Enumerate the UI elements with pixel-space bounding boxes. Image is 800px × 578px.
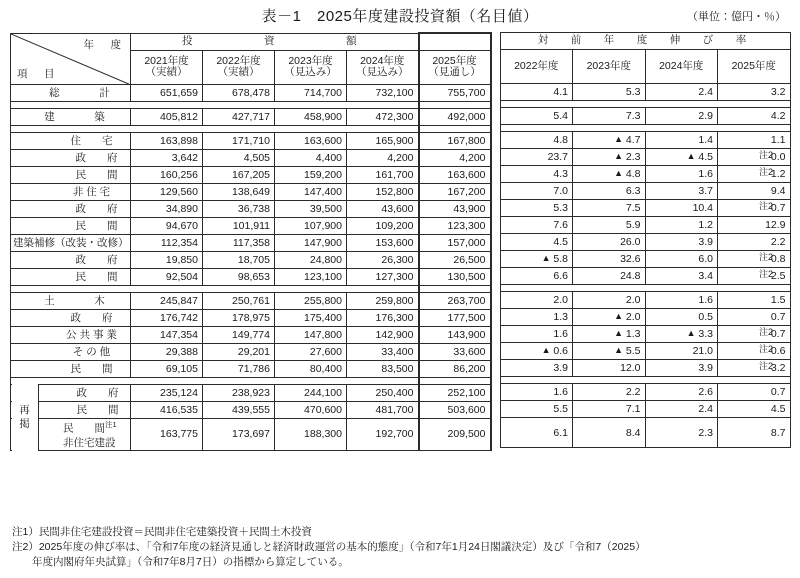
amount-cell: 29,388 (131, 343, 203, 360)
rate-cell: 2.2 (718, 234, 791, 251)
amount-cell: 152,800 (347, 183, 419, 200)
amount-cell: 173,697 (203, 418, 275, 451)
amount-cell: 470,600 (275, 401, 347, 418)
rate-cell: 6.0 (645, 251, 718, 268)
rate-cell: 3.7 (645, 183, 718, 200)
page-title: 表－1 2025年度建設投資額（名目値） (261, 8, 539, 25)
amount-cell: 250,761 (203, 292, 275, 309)
amount-cell: 71,786 (203, 360, 275, 377)
rate-cell: 1.6 (645, 166, 718, 183)
group-spacer (500, 285, 790, 292)
rate-cell: 6.6 (500, 268, 573, 285)
amount-cell: 160,256 (131, 166, 203, 183)
amount-cell: 92,504 (131, 268, 203, 285)
amount-cell: 405,812 (131, 108, 203, 125)
amount-cell: 188,300 (275, 418, 347, 451)
amount-cell: 161,700 (347, 166, 419, 183)
rate-cell: 0.5 (645, 309, 718, 326)
rate-cell: ▲ 2.0 (573, 309, 646, 326)
rate-cell: 4.8 (500, 132, 573, 149)
rate-cell: 2.2 (573, 384, 646, 401)
table-row (500, 292, 790, 309)
row-label: 政 府 (11, 200, 131, 217)
table-row (11, 360, 491, 377)
rate-cell: 2.0 (573, 292, 646, 309)
note-marker: 注2 (759, 343, 774, 354)
row-label: 政 府 (11, 384, 131, 401)
amount-cell: 107,900 (275, 217, 347, 234)
amount-cell: 24,800 (275, 251, 347, 268)
amount-cell: 18,705 (203, 251, 275, 268)
table-row (11, 166, 491, 183)
down-triangle-icon: ▲ (614, 151, 623, 161)
table-row (11, 326, 491, 343)
down-triangle-icon: ▲ (614, 168, 623, 178)
amount-cell: 36,738 (203, 200, 275, 217)
investment-amount-table (10, 32, 492, 451)
right-header-row-1 (500, 33, 790, 50)
rate-cell: 0.7 (718, 200, 791, 217)
rate-cell: 7.3 (573, 108, 646, 125)
rate-cell: 2.4 (645, 84, 718, 101)
table-row (500, 268, 790, 285)
table-row (11, 149, 491, 166)
rate-cell: ▲ 3.3 (645, 326, 718, 343)
amount-cell: 80,400 (275, 360, 347, 377)
amount-cell: 43,900 (419, 200, 491, 217)
unit-note: （単位：億円・％） (687, 11, 786, 23)
amount-cell: 458,900 (275, 108, 347, 125)
amount-cell: 4,505 (203, 149, 275, 166)
rate-cell: 9.4 (718, 183, 791, 200)
amount-cell: 4,400 (275, 149, 347, 166)
amount-cell: 153,600 (347, 234, 419, 251)
amount-cell: 98,653 (203, 268, 275, 285)
table-row (11, 251, 491, 268)
rate-cell: 2.6 (645, 384, 718, 401)
table-row (500, 108, 790, 125)
amount-cell: 112,354 (131, 234, 203, 251)
rate-cell: 3.2 (718, 84, 791, 101)
rate-cell: 12.0 (573, 360, 646, 377)
amount-cell: 678,478 (203, 84, 275, 101)
row-label: 建 築 (11, 108, 131, 125)
table-row (11, 108, 491, 125)
group-spacer (11, 285, 491, 292)
note-marker: 注2 (759, 166, 774, 177)
amount-cell: 165,900 (347, 132, 419, 149)
amount-cell: 176,300 (347, 309, 419, 326)
amount-cell: 175,400 (275, 309, 347, 326)
forecast-col-spacer (419, 33, 491, 50)
amount-cell: 143,900 (419, 326, 491, 343)
rate-cell: 7.5 (573, 200, 646, 217)
table-row (500, 132, 790, 149)
amount-cell: 492,000 (419, 108, 491, 125)
amount-cell: 177,500 (419, 309, 491, 326)
rate-cell: ▲ 4.8 (573, 166, 646, 183)
right-col-header-0: 2022年度 (500, 50, 573, 84)
rate-cell: 3.9 (500, 360, 573, 377)
rate-cell: 1.2 (645, 217, 718, 234)
table-row (500, 418, 790, 448)
rate-cell: 4.3 (500, 166, 573, 183)
rate-cell: 3.4 (645, 268, 718, 285)
rate-cell: 4.5 (718, 401, 791, 418)
rate-cell: 8.4 (573, 418, 646, 448)
rate-cell: 0.6 (718, 343, 791, 360)
amount-cell: 472,300 (347, 108, 419, 125)
table-row (500, 360, 790, 377)
rate-cell: 4.1 (500, 84, 573, 101)
rate-cell: 0.7 (718, 384, 791, 401)
table-row (11, 384, 491, 401)
amount-cell: 167,800 (419, 132, 491, 149)
table-row (11, 418, 491, 451)
amount-cell: 123,100 (275, 268, 347, 285)
amount-cell: 167,205 (203, 166, 275, 183)
amount-cell: 129,560 (131, 183, 203, 200)
amount-cell: 147,354 (131, 326, 203, 343)
amount-cell: 3,642 (131, 149, 203, 166)
amount-cell: 250,400 (347, 384, 419, 401)
table-row (500, 401, 790, 418)
group-spacer (11, 377, 491, 384)
left-col-header-1: 2022年度 （実績） (203, 50, 275, 84)
footnotes (12, 525, 792, 571)
table-row (500, 343, 790, 360)
amount-cell: 142,900 (347, 326, 419, 343)
down-triangle-icon: ▲ (686, 151, 696, 161)
amount-cell: 163,600 (275, 132, 347, 149)
rate-cell: 5.3 (500, 200, 573, 217)
table-row (11, 234, 491, 251)
rate-cell: 0.0 (718, 149, 791, 166)
table-row (500, 149, 790, 166)
table-row (500, 166, 790, 183)
rate-cell: 8.7 (718, 418, 791, 448)
row-label: 民 間 (11, 166, 131, 183)
rate-cell: ▲ 5.8 (500, 251, 573, 268)
amount-cell: 34,890 (131, 200, 203, 217)
group-spacer (500, 101, 790, 108)
tables-container (10, 32, 791, 451)
amount-cell: 127,300 (347, 268, 419, 285)
down-triangle-icon: ▲ (541, 253, 551, 263)
amount-cell: 147,400 (275, 183, 347, 200)
amount-cell: 163,775 (131, 418, 203, 451)
rate-cell: 1.6 (500, 326, 573, 343)
row-label: 土 木 (11, 292, 131, 309)
table-row (11, 309, 491, 326)
rate-cell: 2.9 (645, 108, 718, 125)
down-triangle-icon: ▲ (614, 345, 623, 355)
rate-cell: 0.7 (718, 309, 791, 326)
rate-cell: 1.2 (718, 166, 791, 183)
rate-cell: ▲ 1.3 (573, 326, 646, 343)
group-header-growth: 対 前 年 度 伸 び 率 (500, 33, 790, 50)
amount-cell: 29,201 (203, 343, 275, 360)
amount-cell: 755,700 (419, 84, 491, 101)
table-row (11, 268, 491, 285)
amount-cell: 147,900 (275, 234, 347, 251)
amount-cell: 83,500 (347, 360, 419, 377)
rate-cell: 7.1 (573, 401, 646, 418)
amount-cell: 209,500 (419, 418, 491, 451)
amount-cell: 178,975 (203, 309, 275, 326)
row-label: 建築補修（改装・改修） (11, 234, 131, 251)
rate-cell: 7.0 (500, 183, 573, 200)
amount-cell: 732,100 (347, 84, 419, 101)
amount-cell: 94,670 (131, 217, 203, 234)
row-label: 民 間 (11, 217, 131, 234)
footnote-2-cont: 年度内閣府年央試算」（令和7年8月7日）の指標から算定している。 (32, 556, 349, 569)
amount-cell: 69,105 (131, 360, 203, 377)
amount-cell: 43,600 (347, 200, 419, 217)
rate-cell: 10.4 (645, 200, 718, 217)
table-row (11, 343, 491, 360)
amount-cell: 109,200 (347, 217, 419, 234)
footnote-1: 注1）民間非住宅建設投資＝民間非住宅建築投資＋民間土木投資 (12, 526, 312, 538)
amount-cell: 149,774 (203, 326, 275, 343)
group-spacer (500, 125, 790, 132)
rate-cell: 2.3 (645, 418, 718, 448)
down-triangle-icon: ▲ (541, 345, 551, 355)
amount-cell: 252,100 (419, 384, 491, 401)
growth-rate-table (500, 32, 791, 448)
group-spacer (11, 101, 491, 108)
table-row (500, 251, 790, 268)
amount-cell: 4,200 (347, 149, 419, 166)
rate-cell: 5.5 (500, 401, 573, 418)
amount-cell: 163,898 (131, 132, 203, 149)
right-col-header-2: 2024年度 (645, 50, 718, 84)
rate-cell: 1.6 (500, 384, 573, 401)
note-marker: 注2 (759, 200, 774, 211)
left-col-header-3: 2024年度 （見込み） (347, 50, 419, 84)
table-row (500, 326, 790, 343)
rate-cell: 2.0 (500, 292, 573, 309)
rate-cell: 5.4 (500, 108, 573, 125)
table-row (11, 217, 491, 234)
rate-cell: 0.7 (718, 326, 791, 343)
rate-cell: ▲ 2.3 (573, 149, 646, 166)
rate-cell: ▲ 4.7 (573, 132, 646, 149)
amount-cell: 714,700 (275, 84, 347, 101)
amount-cell: 33,600 (419, 343, 491, 360)
left-header-row-1 (11, 33, 491, 50)
rate-cell: 12.9 (718, 217, 791, 234)
corner-col-label: 項 目 (17, 67, 58, 80)
rate-cell: 26.0 (573, 234, 646, 251)
table-row (500, 200, 790, 217)
amount-cell: 171,710 (203, 132, 275, 149)
amount-cell: 255,800 (275, 292, 347, 309)
rate-cell: 4.5 (500, 234, 573, 251)
row-label: 非 住 宅 (11, 183, 131, 200)
amount-cell: 86,200 (419, 360, 491, 377)
left-col-header-4: 2025年度 （見通し） (419, 50, 491, 84)
rate-cell: 7.6 (500, 217, 573, 234)
corner-row-label: 年 度 (83, 38, 124, 51)
table-row (11, 132, 491, 149)
down-triangle-icon: ▲ (614, 328, 623, 338)
rate-cell: 6.1 (500, 418, 573, 448)
row-label: 住 宅 (11, 132, 131, 149)
amount-cell: 159,200 (275, 166, 347, 183)
row-label: 政 府 (11, 251, 131, 268)
rate-cell: 0.8 (718, 251, 791, 268)
amount-cell: 192,700 (347, 418, 419, 451)
rate-cell: 32.6 (573, 251, 646, 268)
row-label: 政 府 (11, 149, 131, 166)
amount-cell: 101,911 (203, 217, 275, 234)
amount-cell: 26,500 (419, 251, 491, 268)
table-row (11, 84, 491, 101)
amount-cell: 39,500 (275, 200, 347, 217)
rate-cell: 1.3 (500, 309, 573, 326)
amount-cell: 26,300 (347, 251, 419, 268)
rate-cell: 1.6 (645, 292, 718, 309)
amount-cell: 157,000 (419, 234, 491, 251)
table-row (500, 384, 790, 401)
table-row (500, 217, 790, 234)
amount-cell: 27,600 (275, 343, 347, 360)
table-row (11, 292, 491, 309)
amount-cell: 176,742 (131, 309, 203, 326)
amount-cell: 427,717 (203, 108, 275, 125)
note-marker: 注2 (759, 251, 774, 262)
row-label: 民 間 (11, 268, 131, 285)
row-label: 民 間 (11, 401, 131, 418)
group-spacer (500, 377, 790, 384)
row-label: 民 間$^{注1}$ 非住宅建設 (11, 418, 131, 451)
left-col-header-0: 2021年度 （実績） (131, 50, 203, 84)
row-label: 総 計 (11, 84, 131, 101)
rate-cell: 21.0 (645, 343, 718, 360)
table-row (500, 183, 790, 200)
amount-cell: 147,800 (275, 326, 347, 343)
rate-cell: 1.5 (718, 292, 791, 309)
group-spacer (11, 125, 491, 132)
table-row (500, 84, 790, 101)
note-marker: 注2 (759, 360, 774, 371)
amount-cell: 238,923 (203, 384, 275, 401)
amount-cell: 439,555 (203, 401, 275, 418)
amount-cell: 651,659 (131, 84, 203, 101)
rate-cell: ▲ 5.5 (573, 343, 646, 360)
amount-cell: 19,850 (131, 251, 203, 268)
amount-cell: 123,300 (419, 217, 491, 234)
footnote-2: 注2）2025年度の伸び率は、「令和7年度の経済見通しと経済財政運営の基本的態度」（令和7年1月24日閣議決定）及び「令和7（2025） (12, 541, 646, 554)
amount-cell: 167,200 (419, 183, 491, 200)
amount-cell: 4,200 (419, 149, 491, 166)
amount-cell: 244,100 (275, 384, 347, 401)
rate-cell: 23.7 (500, 149, 573, 166)
rate-cell: 5.9 (573, 217, 646, 234)
rate-cell: 2.4 (645, 401, 718, 418)
row-label: 民 間 (11, 360, 131, 377)
table-row (500, 309, 790, 326)
amount-cell: 481,700 (347, 401, 419, 418)
amount-cell: 263,700 (419, 292, 491, 309)
row-label: そ の 他 (11, 343, 131, 360)
row-label: 政 府 (11, 309, 131, 326)
down-triangle-icon: ▲ (686, 328, 696, 338)
amount-cell: 245,847 (131, 292, 203, 309)
amount-cell: 138,649 (203, 183, 275, 200)
rate-cell: ▲ 0.6 (500, 343, 573, 360)
row-label: 公 共 事 業 (11, 326, 131, 343)
amount-cell: 259,800 (347, 292, 419, 309)
right-header-row-2 (500, 50, 790, 84)
group-header-investment: 投 資 額 (131, 33, 419, 50)
rate-cell: 5.3 (573, 84, 646, 101)
saikei-side-label: 再 掲 (12, 384, 39, 451)
amount-cell: 503,600 (419, 401, 491, 418)
note-marker: 注2 (759, 268, 774, 279)
rate-cell: ▲ 4.5 (645, 149, 718, 166)
rate-cell: 1.1 (718, 132, 791, 149)
table-row (11, 183, 491, 200)
table-row (500, 234, 790, 251)
table-row (11, 401, 491, 418)
rate-cell: 2.5 (718, 268, 791, 285)
rate-cell: 1.4 (645, 132, 718, 149)
left-col-header-2: 2023年度 （見込み） (275, 50, 347, 84)
amount-cell: 33,400 (347, 343, 419, 360)
amount-cell: 416,535 (131, 401, 203, 418)
note-marker: 注2 (759, 326, 774, 337)
note-markers (757, 32, 800, 502)
right-col-header-3: 2025年度 (718, 50, 791, 84)
rate-cell: 3.9 (645, 360, 718, 377)
rate-cell: 4.2 (718, 108, 791, 125)
amount-cell: 130,500 (419, 268, 491, 285)
rate-cell: 6.3 (573, 183, 646, 200)
table-row (11, 200, 491, 217)
note-marker: 注2 (759, 149, 774, 160)
rate-cell: 24.8 (573, 268, 646, 285)
amount-cell: 117,358 (203, 234, 275, 251)
down-triangle-icon: ▲ (614, 134, 623, 144)
down-triangle-icon: ▲ (614, 311, 623, 321)
corner-header-cell (11, 33, 131, 84)
amount-cell: 235,124 (131, 384, 203, 401)
amount-cell: 163,600 (419, 166, 491, 183)
right-col-header-1: 2023年度 (573, 50, 646, 84)
rate-cell: 3.2 (718, 360, 791, 377)
rate-cell: 3.9 (645, 234, 718, 251)
